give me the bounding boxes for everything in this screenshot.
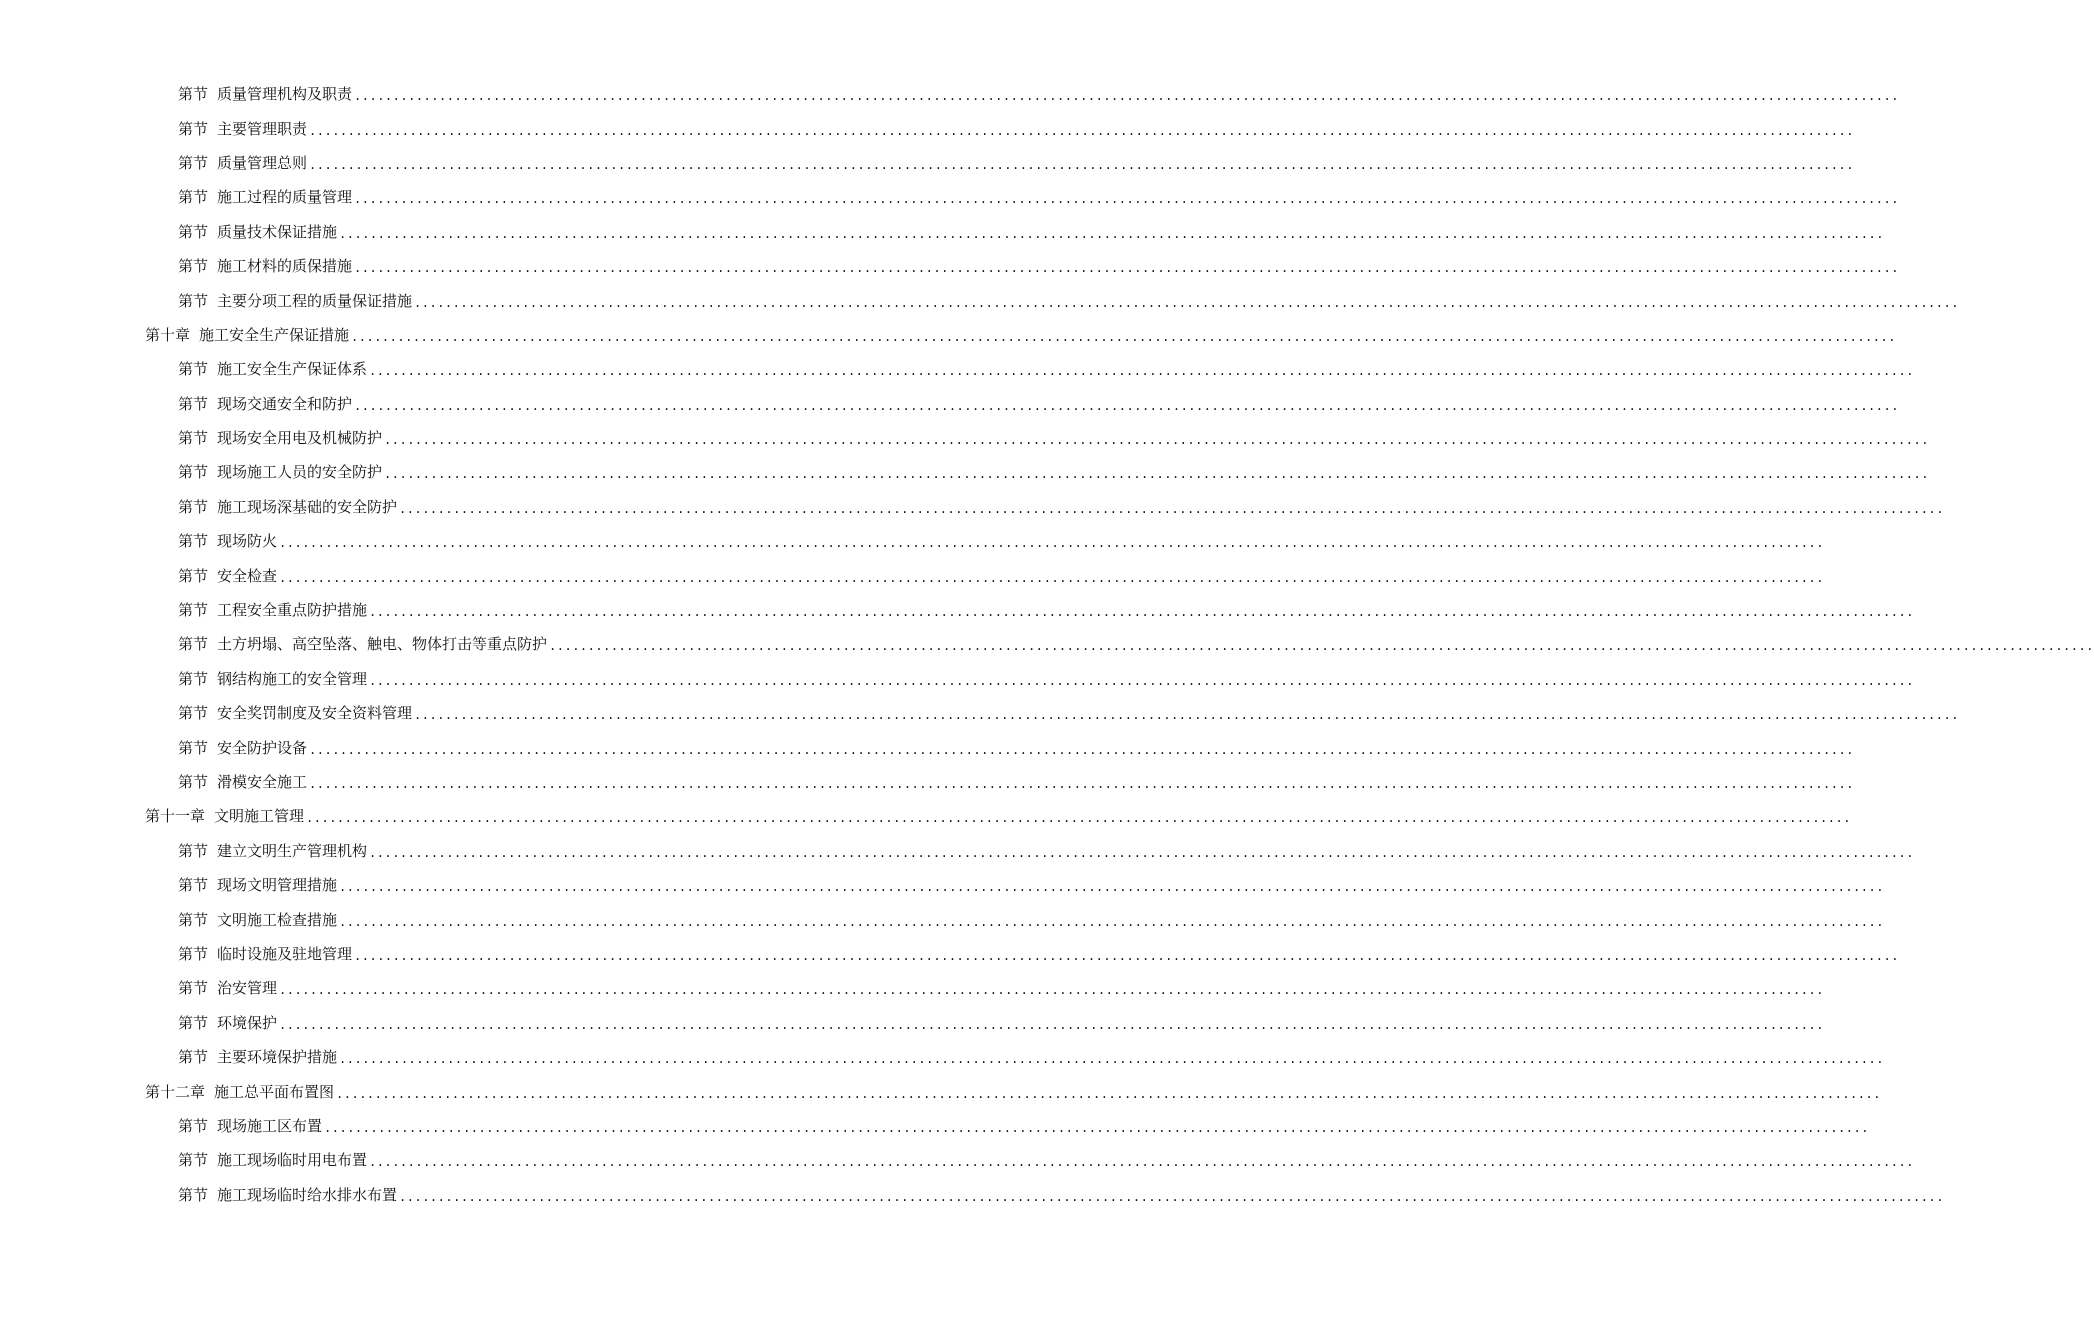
- dot-leader: ........................................................................................................................................................................................................: [351, 329, 1896, 344]
- toc-entry-number: 第节: [178, 773, 209, 791]
- toc-entry-title: 现场安全用电及机械防护: [217, 429, 383, 448]
- toc-entry-number: 第节: [178, 944, 209, 963]
- dot-leader: ........................................................................................................................................................................................................: [399, 501, 1944, 516]
- toc-section-entry[interactable]: [0, 421, 1929, 455]
- dot-leader: ........................................................................................................................................................................................................: [324, 1120, 1869, 1135]
- toc-entry-title: 质量技术保证措施: [217, 222, 338, 241]
- toc-entry-title: 施工安全生产保证措施: [199, 325, 350, 344]
- toc-entry-number: 第节: [178, 291, 209, 310]
- toc-entry-number: 第节: [178, 463, 209, 482]
- toc-section-entry[interactable]: [0, 627, 2094, 661]
- toc-entry-number: 第节: [178, 1048, 209, 1067]
- toc-entry-number: 第节: [178, 1151, 209, 1170]
- toc-entry-number: 第节: [178, 876, 209, 895]
- toc-section-entry[interactable]: [0, 902, 1884, 936]
- toc-section-entry[interactable]: [0, 146, 1854, 180]
- toc-entry-number: 第节: [178, 394, 209, 413]
- toc-entry-title: 钢结构施工的安全管理: [217, 669, 368, 688]
- toc-entry-number: 第节: [178, 635, 209, 654]
- toc-entry-title: 工程安全重点防护措施: [217, 601, 368, 620]
- dot-leader: ........................................................................................................................................................................................................: [399, 1189, 1944, 1204]
- dot-leader: ........................................................................................................................................................................................................: [336, 1086, 1881, 1101]
- toc-entry-number: 第节: [178, 360, 209, 379]
- dot-leader: ........................................................................................................................................................................................................: [354, 192, 1899, 207]
- toc-section-entry[interactable]: [0, 696, 1959, 730]
- dot-leader: ........................................................................................................................................................................................................: [309, 742, 1854, 757]
- dot-leader: ........................................................................................................................................................................................................: [369, 1155, 1914, 1170]
- toc-entry-title: 现场文明管理措施: [217, 876, 338, 895]
- toc-entry-title: 安全检查: [217, 566, 278, 585]
- toc-entry-number: 第节: [178, 669, 209, 688]
- dot-leader: ........................................................................................................................................................................................................: [384, 433, 1929, 448]
- toc-section-entry[interactable]: [0, 77, 1899, 111]
- toc-section-entry[interactable]: [0, 558, 1824, 592]
- toc-section-entry[interactable]: [0, 1040, 1884, 1074]
- toc-entry-title: 主要环境保护措施: [217, 1048, 338, 1067]
- toc-entry-title: 滑模安全施工: [217, 773, 308, 791]
- dot-leader: ........................................................................................................................................................................................................: [369, 364, 1914, 379]
- toc-entry-title: 安全奖罚制度及安全资料管理: [217, 704, 413, 723]
- toc-entry-title: 质量管理机构及职责: [217, 85, 353, 104]
- toc-section-entry[interactable]: [0, 662, 1914, 696]
- dot-leader: ........................................................................................................................................................................................................: [306, 811, 1851, 826]
- toc-entry-number: 第节: [178, 429, 209, 448]
- toc-entry-title: 施工总平面布置图: [214, 1082, 335, 1101]
- dot-leader: ........................................................................................................................................................................................................: [279, 536, 1824, 551]
- toc-entry-number: 第节: [178, 188, 209, 207]
- toc-entry-title: 临时设施及驻地管理: [217, 944, 353, 963]
- toc-section-entry[interactable]: [0, 971, 1824, 1005]
- toc-entry-number: 第十一章: [145, 807, 206, 826]
- toc-section-entry[interactable]: [0, 455, 1929, 489]
- toc-entry-title: 安全防护设备: [217, 738, 308, 757]
- toc-entry-number: 第节: [178, 1185, 209, 1204]
- dot-leader: ........................................................................................................................................................................................................: [309, 157, 1854, 172]
- dot-leader: ........................................................................................................................................................................................................: [279, 983, 1824, 998]
- toc-entry-title: 施工现场深基础的安全防护: [217, 497, 398, 516]
- toc-entry-number: 第节: [178, 566, 209, 585]
- toc-entry-number: 第节: [178, 1013, 209, 1032]
- dot-leader: ........................................................................................................................................................................................................: [369, 673, 1914, 688]
- dot-leader: ........................................................................................................................................................................................................: [414, 708, 1959, 723]
- toc-chapter-entry[interactable]: [0, 799, 1851, 833]
- dot-leader: ........................................................................................................................................................................................................: [339, 914, 1884, 929]
- toc-section-entry[interactable]: [0, 180, 1899, 214]
- toc-entry-number: 第节: [178, 153, 209, 172]
- toc-section-entry[interactable]: [0, 765, 1854, 799]
- toc-entry-number: 第节: [178, 257, 209, 276]
- dot-leader: ........................................................................................................................................................................................................: [339, 1052, 1884, 1067]
- toc-entry-number: 第十章: [145, 325, 191, 344]
- toc-entry-title: 治安管理: [217, 979, 278, 998]
- toc-entry-title: 现场交通安全和防护: [217, 394, 353, 413]
- toc-section-entry[interactable]: [0, 1006, 1824, 1040]
- toc-section-entry[interactable]: [0, 215, 1884, 249]
- toc-entry-title: 主要分项工程的质量保证措施: [217, 291, 413, 310]
- dot-leader: ........................................................................................................................................................................................................: [354, 398, 1899, 413]
- toc-entry-number: 第节: [178, 119, 209, 138]
- toc-entry-number: 第节: [178, 979, 209, 998]
- dot-leader: ........................................................................................................................................................................................................: [549, 639, 2094, 654]
- toc-section-entry[interactable]: [0, 352, 1914, 386]
- toc-entry-title: 施工现场临时用电布置: [217, 1151, 368, 1170]
- toc-entry-title: 现场施工人员的安全防护: [217, 463, 383, 482]
- toc-chapter-entry[interactable]: [0, 1074, 1881, 1108]
- toc-section-entry[interactable]: [0, 834, 1914, 868]
- dot-leader: ........................................................................................................................................................................................................: [339, 226, 1884, 241]
- toc-chapter-entry[interactable]: [0, 318, 1896, 352]
- dot-leader: ........................................................................................................................................................................................................: [369, 845, 1914, 860]
- dot-leader: ........................................................................................................................................................................................................: [354, 89, 1899, 104]
- toc-entry-number: 第节: [178, 738, 209, 757]
- toc-entry-title: 施工过程的质量管理: [217, 188, 353, 207]
- table-of-contents: [0, 77, 2094, 1212]
- toc-entry-number: 第节: [178, 1116, 209, 1135]
- toc-entry-title: 文明施工检查措施: [217, 910, 338, 929]
- toc-section-entry[interactable]: [0, 283, 1959, 317]
- dot-leader: ........................................................................................................................................................................................................: [354, 261, 1899, 276]
- toc-entry-title: 土方坍塌、高空坠落、触电、物体打击等重点防护: [217, 635, 548, 654]
- toc-entry-title: 施工材料的质保措施: [217, 257, 353, 276]
- toc-section-entry[interactable]: [0, 937, 1899, 971]
- dot-leader: ........................................................................................................................................................................................................: [279, 1017, 1824, 1032]
- dot-leader: ........................................................................................................................................................................................................: [414, 295, 1959, 310]
- toc-entry-number: 第节: [178, 497, 209, 516]
- toc-entry-title: 施工安全生产保证体系: [217, 360, 368, 379]
- toc-entry-title: 现场施工区布置: [217, 1116, 323, 1135]
- dot-leader: ........................................................................................................................................................................................................: [309, 123, 1854, 138]
- toc-entry-number: 第节: [178, 532, 209, 551]
- dot-leader: ........................................................................................................................................................................................................: [339, 880, 1884, 895]
- dot-leader: ........................................................................................................................................................................................................: [309, 777, 1854, 791]
- toc-section-entry[interactable]: [0, 868, 1884, 902]
- toc-entry-title: 建立文明生产管理机构: [217, 841, 368, 860]
- toc-entry-number: 第节: [178, 910, 209, 929]
- toc-section-entry[interactable]: [0, 1109, 1869, 1143]
- toc-entry-title: 施工现场临时给水排水布置: [217, 1185, 398, 1204]
- toc-entry-number: 第节: [178, 601, 209, 620]
- dot-leader: ........................................................................................................................................................................................................: [384, 467, 1929, 482]
- toc-entry-number: 第节: [178, 85, 209, 104]
- toc-section-entry[interactable]: [0, 249, 1899, 283]
- toc-section-entry[interactable]: [0, 387, 1899, 421]
- dot-leader: ........................................................................................................................................................................................................: [354, 948, 1899, 963]
- toc-entry-title: 文明施工管理: [214, 807, 305, 826]
- dot-leader: ........................................................................................................................................................................................................: [279, 570, 1824, 585]
- toc-entry-title: 环境保护: [217, 1013, 278, 1032]
- toc-section-entry[interactable]: [0, 524, 1824, 558]
- toc-entry-number: 第节: [178, 841, 209, 860]
- toc-section-entry[interactable]: [0, 1143, 1914, 1177]
- toc-entry-title: 主要管理职责: [217, 119, 308, 138]
- toc-section-entry[interactable]: [0, 111, 1854, 145]
- dot-leader: ........................................................................................................................................................................................................: [369, 605, 1914, 620]
- toc-entry-number: 第十二章: [145, 1082, 206, 1101]
- toc-section-entry[interactable]: [0, 490, 1944, 524]
- toc-entry-number: 第节: [178, 222, 209, 241]
- toc-entry-number: 第节: [178, 704, 209, 723]
- toc-section-entry[interactable]: [0, 1178, 1944, 1212]
- toc-entry-title: 质量管理总则: [217, 153, 308, 172]
- toc-section-entry[interactable]: [0, 730, 1854, 764]
- toc-section-entry[interactable]: [0, 593, 1914, 627]
- toc-entry-title: 现场防火: [217, 532, 278, 551]
